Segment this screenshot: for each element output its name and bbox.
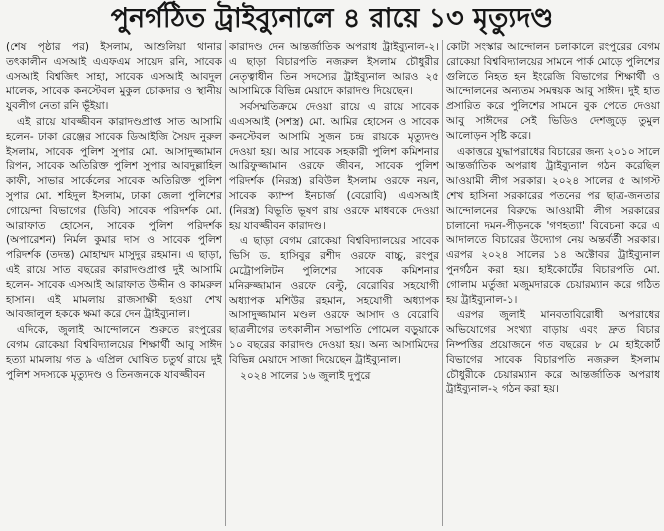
column-1 — [6, 40, 222, 528]
paragraph: (শেষ পৃষ্ঠার পর) ইসলাম, আশুলিয়া থানার তৎকালীন এসআই এএফএম সায়েদ রনি, সাবেক এসআই বিশ্বজিৎ সাহা, সাবেক এসআই আবদুল মালেক, সাবেক কনস্টেবল মুকুল চোকদার ও স্থানীয় যুবলীগ নেতা রনি ভূঁইয়া। — [6, 41, 222, 113]
paragraph: কারাদণ্ড দেন আন্তর্জাতিক অপরাধ ট্রাইব্যুনাল-২। এ ছাড়া বিচারপতি নজরুল ইসলাম চৌধুরীর নেতৃত্বাধীন তিন সদস্যের ট্রাইব্যুনাল আরও ২৫ আসামিকে বিভিন্ন মেয়াদে কারাদণ্ড দিয়েছেন। — [229, 41, 439, 98]
paragraph: এদিকে, জুলাই আন্দোলনে শুরুতে রংপুরের বেগম রোকেয়া বিশ্ববিদ্যালয়ের শিক্ষার্থী আবু সাঈদ হত্যা মামলায় গত ৯ এপ্রিল ঘোষিত চতুর্থ রায়ে দুই পুলিশ সদস্যকে মৃত্যুদণ্ড ও তিনজনকে যাবজ্জীবন — [6, 324, 222, 381]
column-divider — [442, 40, 443, 526]
paragraph: এরপর জুলাই মানবতাবিরোধী অপরাধের অভিযোগের সংখ্যা বাড়ায় এবং দ্রুত বিচার নিষ্পত্তির প্রয়োজনে গত বছরের ৮ মে হাইকোর্ট বিভাগের সাবেক বিচারপতি নজরুল ইসলাম চৌধুরীকে চেয়ারম্যান করে আন্তর্জাতিক অপরাধ ট্রাইব্যুনাল-২ গঠন করা হয়। — [446, 309, 660, 396]
paragraph: এই রায়ে যাবজ্জীবন কারাদণ্ডপ্রাপ্ত সাত আসামি হলেন- ঢাকা রেঞ্জের সাবেক ডিআইজি সৈয়দ নুরুল ইসলাম, সাবেক পুলিশ সুপার মো. আসাদুজ্জামান রিপন, সাবেক অতিরিক্ত পুলিশ সুপার আবদুল্লাহিল কাফী, সাভার সার্কেলের সাবেক অতিরিক্ত পুলিশ সুপার মো. শহিদুল ইসলাম, ঢাকা জেলা পুলিশের গোয়েন্দা বিভাগের (ডিবি) সাবেক পরিদর্শক মো. আরাফাত হোসেন, সাবেক পুলিশ পরিদর্শক (অপারেশন) নির্মল কুমার দাস ও সাবেক পুলিশ পরিদর্শক (তদন্ত) মোহাম্মদ মাসুদুর রহমান। এ ছাড়া, এই রায়ে সাত বছরের কারাদণ্ডপ্রাপ্ত দুই আসামি হলেন- সাবেক এসআই আরাফাত উদ্দীন ও কামরুল হাসান। এই মামলায় রাজসাক্ষী হওয়া শেখ আবজালুল হককে ক্ষমা করে দেন ট্রাইব্যুনাল। — [6, 115, 222, 321]
headline-container — [0, 0, 664, 38]
column-divider — [225, 40, 226, 526]
paragraph: কোটা সংস্কার আন্দোলন চলাকালে রংপুরের বেগম রোকেয়া বিশ্ববিদ্যালয়ের সামনে পার্ক মোড়ে পুলিশের গুলিতে নিহত হন ইংরেজি বিভাগের শিক্ষার্থী ও আন্দোলনের অন্যতম সমন্বয়ক আবু সাঈদ। দুই হাত প্রসারিত করে পুলিশের সামনে বুক পেতে দেওয়া আবু সাঈদের সেই ভিডিও দেশজুড়ে তুমুল আলোড়ন সৃষ্টি করে। — [446, 41, 660, 142]
column-2 — [229, 40, 439, 528]
paragraph: ২০২৪ সালের ১৬ জুলাই দুপুরে — [240, 369, 371, 382]
paragraph: সর্বসম্মতিক্রমে দেওয়া রায়ে এ রায়ে সাবেক এএসআই (সশস্ত্র) মো. আমির হোসেন ও সাবেক কনস্টেবল আসামি সুজন চন্দ্র রায়কে মৃত্যুদণ্ড দেওয়া হয়। আর সাবেক সহকারী পুলিশ কমিশনার আরিফুজ্জামান ওরফে জীবন, সাবেক পুলিশ পরিদর্শক (নিরস্ত্র) রবিউল ইসলাম ওরফে নয়ন, সাবেক ক্যাম্প ইনচার্জ (বেরোবি) এএসআই (নিরস্ত্র) বিভূতি ভূষণ রায় ওরফে মাধবকে দেওয়া হয় যাবজ্জীবন কারাদণ্ড। — [229, 101, 439, 232]
paragraph: এ ছাড়া বেগম রোকেয়া বিশ্ববিদ্যালয়ের সাবেক ভিসি ড. হাসিবুর রশীদ ওরফে বাচ্চু, রংপুর মেট্রোপলিটন পুলিশের সাবেক কমিশনার মনিরুজ্জামান ওরফে বেল্টু, বেরোবির সহযোগী অধ্যাপক মশিউর রহমান, সহযোগী অধ্যাপক আসাদুজ্জামান মণ্ডল ওরফে আসাদ ও বেরোবি ছাত্রলীগের তৎকালীন সভাপতি পোমেল বড়ুয়াকে ১০ বছরের কারাদণ্ড দেওয়া হয়। অন্য আসামিদের বিভিন্ন মেয়াদে সাজা দিয়েছেন ট্রাইব্যুনাল। — [229, 235, 439, 366]
column-3 — [446, 40, 660, 528]
paragraph: একাত্তরে যুদ্ধাপরাধের বিচারের জন্য ২০১০ সালে আন্তর্জাতিক অপরাধ ট্রাইব্যুনাল গঠন করেছিল আওয়ামী লীগ সরকার। ২০২৪ সালের ৫ আগস্ট শেখ হাসিনা সরকারের পতনের পর ছাত্র-জনতার আন্দোলনের বিরুদ্ধে আওয়ামী লীগ সরকারের চালানো দমন-পীড়নকে 'গণহত্যা' বিবেচনা করে এ আদালতে বিচারের উদ্যোগ নেয় অন্তর্বর্তী সরকার। এরপর ২০২৪ সালের ১৪ অক্টোবর ট্রাইব্যুনাল পুনর্গঠন করা হয়। হাইকোর্টের বিচারপতি মো. গোলাম মর্তুজা মজুমদারকে চেয়ারম্যান করে গঠিত হয় ট্রাইব্যুনাল-১। — [446, 145, 660, 306]
headline: পুনর্গঠিত ট্রাইব্যুনালে ৪ রায়ে ১৩ মৃত্যুদণ্ড — [110, 3, 554, 34]
